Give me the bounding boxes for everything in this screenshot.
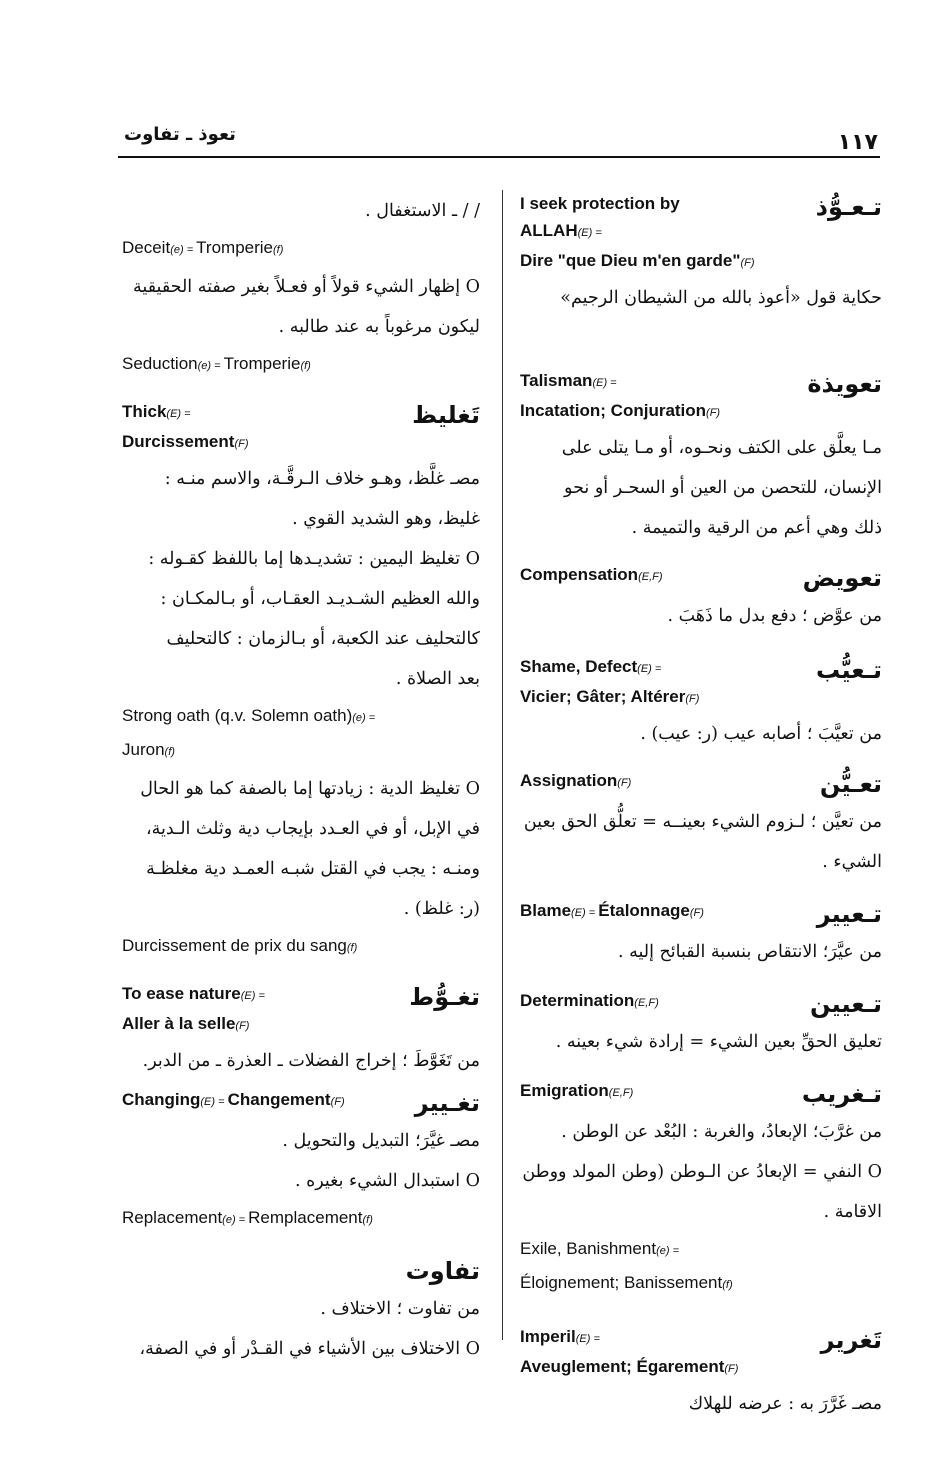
- language-tag: (e) =: [170, 244, 197, 256]
- translation-line: [520, 217, 754, 247]
- definition-line: غليظ، وهو الشديد القوي .: [292, 509, 480, 529]
- headword: تـعيين: [810, 990, 882, 1018]
- translation: [520, 767, 631, 797]
- definition-line: O تغليظ الدية : زيادتها إما بالصفة كما هو الحال: [140, 779, 480, 799]
- entry-head: [520, 1077, 882, 1111]
- translation-line: [520, 987, 659, 1017]
- term: Vicier; Gâter; Altérer: [520, 687, 686, 706]
- page-header: [118, 118, 880, 158]
- definition-line: كالتحليف عند الكعبة، أو بـالزمان : كالتحليف: [166, 629, 480, 649]
- headword: تغـوُّط: [409, 983, 480, 1011]
- language-tag: (F): [740, 257, 755, 269]
- dictionary-entry: [520, 1323, 882, 1423]
- definition-line: في الإبل، أو في العـدد بإيجاب دية وثلث الـدية،: [145, 819, 480, 839]
- language-tag: (E) =: [166, 408, 191, 420]
- definition-line: O استبدال الشيء بغيره .: [294, 1171, 480, 1191]
- definition-line: مصـ غَرَّرَ به : عرضه للهلاك: [688, 1394, 882, 1414]
- term: Éloignement; Banissement: [520, 1273, 723, 1292]
- definition-line: O إظهار الشيء قولاً أو فعـلاً بغير صفته الحقيقية: [133, 277, 480, 297]
- translation-line: [520, 767, 631, 797]
- definition-line: مـا يعلَّق على الكتف ونحـوه، أو مـا يتلى على: [561, 438, 882, 458]
- term: Deceit: [122, 238, 171, 257]
- language-tag: (F): [235, 1020, 250, 1032]
- definition-line: O النفي = الإبعادُ عن الـوطن (وطن المولد ووطن: [522, 1162, 882, 1182]
- definition-line: (ر: غلظ) .: [403, 899, 480, 919]
- translation-line: [520, 897, 704, 927]
- dictionary-entry: [122, 268, 480, 382]
- term: Emigration: [520, 1081, 609, 1100]
- entry-head: [520, 897, 882, 931]
- translation-line: [122, 1086, 345, 1116]
- translation-line: [520, 397, 720, 427]
- entry-head: [520, 767, 882, 801]
- entry-head: [520, 987, 882, 1021]
- term: To ease nature: [122, 984, 241, 1003]
- term: Remplacement: [248, 1208, 363, 1227]
- language-tag: (E) =: [575, 1333, 600, 1345]
- term: Exile, Banishment: [520, 1239, 657, 1258]
- language-tag: (E) =: [200, 1096, 228, 1108]
- headword: تَغليظ: [412, 401, 480, 429]
- term: Shame, Defect: [520, 657, 638, 676]
- definition-line: / / ـ الاستغفال .: [365, 201, 480, 221]
- translation-line: [122, 398, 248, 428]
- entry-head: [122, 398, 480, 458]
- language-tag: (F): [234, 438, 249, 450]
- dictionary-entry: [520, 897, 882, 971]
- translation: [122, 398, 248, 458]
- translation-line: [520, 190, 754, 217]
- translation: [520, 653, 699, 713]
- term: I seek protection by: [520, 194, 680, 213]
- translation-line: [122, 930, 480, 964]
- term: Étalonnage: [598, 901, 690, 920]
- definition-line: ذلك وهي أعم من الرقية والتميمة .: [631, 518, 882, 538]
- translation-line: [122, 1010, 265, 1040]
- definition-line: O الاختلاف بين الأشياء في القـدْر أو في الصفة،: [139, 1339, 480, 1359]
- headword: تعويذة: [807, 370, 882, 398]
- left-column: [122, 190, 480, 1370]
- definition-line: O تغليظ اليمين : تشديـدها إما باللفظ كقـوله :: [148, 549, 480, 569]
- term: Incatation; Conjuration: [520, 401, 707, 420]
- definition-line: ليكون مرغوباً به عند طالبه .: [278, 317, 480, 337]
- translation: [520, 897, 704, 927]
- headword: تعـيُّن: [819, 770, 882, 798]
- translation: [122, 980, 265, 1040]
- headword: تـغريب: [801, 1080, 882, 1108]
- language-tag: (E) =: [240, 990, 265, 1002]
- dictionary-entry: [520, 767, 882, 881]
- language-tag: (e) =: [656, 1245, 680, 1257]
- translation: [520, 561, 663, 591]
- page-number: ١١٧: [837, 130, 878, 155]
- translation-line: [520, 683, 699, 713]
- headword: تـعيير: [816, 900, 882, 928]
- translation-line: [520, 1233, 882, 1267]
- language-tag: (f): [273, 244, 284, 256]
- term: Dire "que Dieu m'en garde": [520, 251, 741, 270]
- entry-head: [520, 1323, 882, 1383]
- term: Imperil: [520, 1327, 576, 1346]
- translation: [520, 1323, 738, 1383]
- language-tag: (F): [685, 693, 700, 705]
- headword: تغـيير: [414, 1089, 480, 1117]
- definition-line: الشيء .: [822, 852, 882, 872]
- right-column: [520, 190, 882, 1425]
- term: Juron: [122, 740, 165, 759]
- term: Talisman: [520, 371, 593, 390]
- dictionary-entry: [122, 1086, 480, 1236]
- language-tag: (E) =: [577, 227, 602, 239]
- term: Tromperie: [196, 238, 274, 257]
- translation-line: [122, 734, 480, 768]
- entry-head: [122, 1254, 480, 1288]
- language-tag: (e) =: [352, 712, 376, 724]
- language-tag: (f): [362, 1214, 373, 1226]
- definition-line: من تَغَوَّطَ ؛ إخراج الفضلات ـ العذرة ـ من الدبر.: [142, 1051, 480, 1071]
- definition-line: من تعيَّن ؛ لـزوم الشيء بعينــه = تعلُّق الحق بعين: [523, 812, 882, 832]
- language-tag: (E,F): [608, 1087, 634, 1099]
- column-divider: [502, 190, 503, 1340]
- translation-line: [520, 1077, 633, 1107]
- definition-line: مصـ غيَّرَ؛ التبديل والتحويل .: [282, 1131, 480, 1151]
- term: Changement: [227, 1090, 331, 1109]
- definition-line: بعد الصلاة .: [395, 669, 480, 689]
- dictionary-entry: [520, 367, 882, 547]
- language-tag: (E,F): [638, 571, 663, 583]
- dictionary-entry: [520, 561, 882, 635]
- term: Compensation: [520, 565, 639, 584]
- term: Assignation: [520, 771, 618, 790]
- language-tag: (E) =: [592, 377, 617, 389]
- dictionary-entry: [122, 1254, 480, 1368]
- term: Replacement: [122, 1208, 223, 1227]
- term: Aller à la selle: [122, 1014, 236, 1033]
- translation-line: [520, 561, 663, 591]
- translation: [520, 367, 720, 427]
- language-tag: (f): [722, 1279, 733, 1291]
- term: Durcissement de prix du sang: [122, 936, 347, 955]
- entry-head: [520, 190, 882, 277]
- definition-line: من تفاوت ؛ الاختلاف .: [320, 1299, 480, 1319]
- headword: تَغرير: [820, 1326, 882, 1354]
- header-rule: [118, 156, 880, 158]
- headword: تـعيُّب: [816, 656, 882, 684]
- language-tag: (f): [346, 942, 358, 954]
- translation-line: [122, 428, 248, 458]
- language-tag: (f): [164, 746, 175, 758]
- headword: تفاوت: [405, 1257, 480, 1285]
- running-head: تعوذ ـ تفاوت: [124, 124, 236, 145]
- translation: [520, 987, 659, 1017]
- definition-line: مصـ غلَّظ، وهـو خلاف الـرقَّـة، والاسم منـه :: [164, 469, 480, 489]
- language-tag: (e) =: [197, 360, 224, 372]
- definition-line: من عيَّرَ؛ الانتقاص بنسبة القبائح إليه .: [617, 942, 882, 962]
- language-tag: (F): [724, 1363, 739, 1375]
- language-tag: (E) =: [571, 907, 599, 919]
- dictionary-entry: [520, 987, 882, 1061]
- headword: تعويض: [802, 564, 882, 592]
- translation: [122, 1086, 345, 1116]
- translation-line: [122, 700, 480, 734]
- translation-line: [122, 1202, 480, 1236]
- translation: [520, 1077, 633, 1107]
- language-tag: (E,F): [634, 997, 659, 1009]
- definition-line: من تعيَّبَ ؛ أصابه عيب (ر: عيب) .: [640, 724, 882, 744]
- definition-line: ومنـه : يجب في القتل شبـه العمـد دية مغلظـة: [146, 859, 480, 879]
- translation-line: [520, 367, 720, 397]
- definition-line: من غرَّبَ؛ الإبعادُ، والغربة : البُعْد عن الوطن .: [561, 1122, 882, 1142]
- entry-head: [122, 1086, 480, 1120]
- entry-head: [520, 653, 882, 713]
- headword: تـعـوُّذ: [815, 193, 882, 221]
- entry-head: [520, 561, 882, 595]
- dictionary-entry: [520, 653, 882, 753]
- definition-line: الإنسان، للتحصن من العين أو السحـر أو نحو: [564, 478, 882, 498]
- translation-line: [520, 653, 699, 683]
- term: Tromperie: [223, 354, 301, 373]
- language-tag: (e) =: [222, 1214, 249, 1226]
- term: Thick: [122, 402, 167, 421]
- translation-line: [520, 1267, 882, 1301]
- term: Seduction: [122, 354, 198, 373]
- language-tag: (f): [300, 360, 311, 372]
- translation: [520, 190, 754, 277]
- definition-line: الاقامة .: [823, 1202, 882, 1222]
- translation-line: [122, 232, 480, 266]
- language-tag: (F): [689, 907, 704, 919]
- definition-line: تعليق الحقِّ بعين الشيء = إرادة شيء بعينه .: [555, 1032, 882, 1052]
- definition-line: حكاية قول «أعوذ بالله من الشيطان الرجيم»: [560, 288, 882, 308]
- dictionary-entry: [122, 398, 480, 538]
- translation-line: [520, 247, 754, 277]
- entry-head: [520, 367, 882, 427]
- term: ALLAH: [520, 221, 578, 240]
- language-tag: (E) =: [637, 663, 662, 675]
- translation-line: [122, 348, 480, 382]
- dictionary-entry: [520, 1077, 882, 1301]
- dictionary-entry: [122, 540, 480, 768]
- translation-line: [520, 1353, 738, 1383]
- dictionary-entry: [122, 770, 480, 964]
- language-tag: (F): [617, 777, 632, 789]
- language-tag: (F): [330, 1096, 345, 1108]
- definition-line: من عوَّض ؛ دفع بدل ما ذَهَبَ .: [667, 606, 882, 626]
- definition-line: والله العظيم الشـديـد العقـاب، أو بـالمكـان :: [160, 589, 480, 609]
- dictionary-entry: [520, 190, 882, 317]
- language-tag: (F): [706, 407, 721, 419]
- term: Aveuglement; Égarement: [520, 1357, 725, 1376]
- term: Strong oath (q.v. Solemn oath): [122, 706, 353, 725]
- term: Changing: [122, 1090, 201, 1109]
- dictionary-entry: [122, 192, 480, 266]
- entry-head: [122, 980, 480, 1040]
- term: Blame: [520, 901, 572, 920]
- term: Durcissement: [122, 432, 235, 451]
- term: Determination: [520, 991, 635, 1010]
- dictionary-entry: [122, 980, 480, 1080]
- translation-line: [520, 1323, 738, 1353]
- translation-line: [122, 980, 265, 1010]
